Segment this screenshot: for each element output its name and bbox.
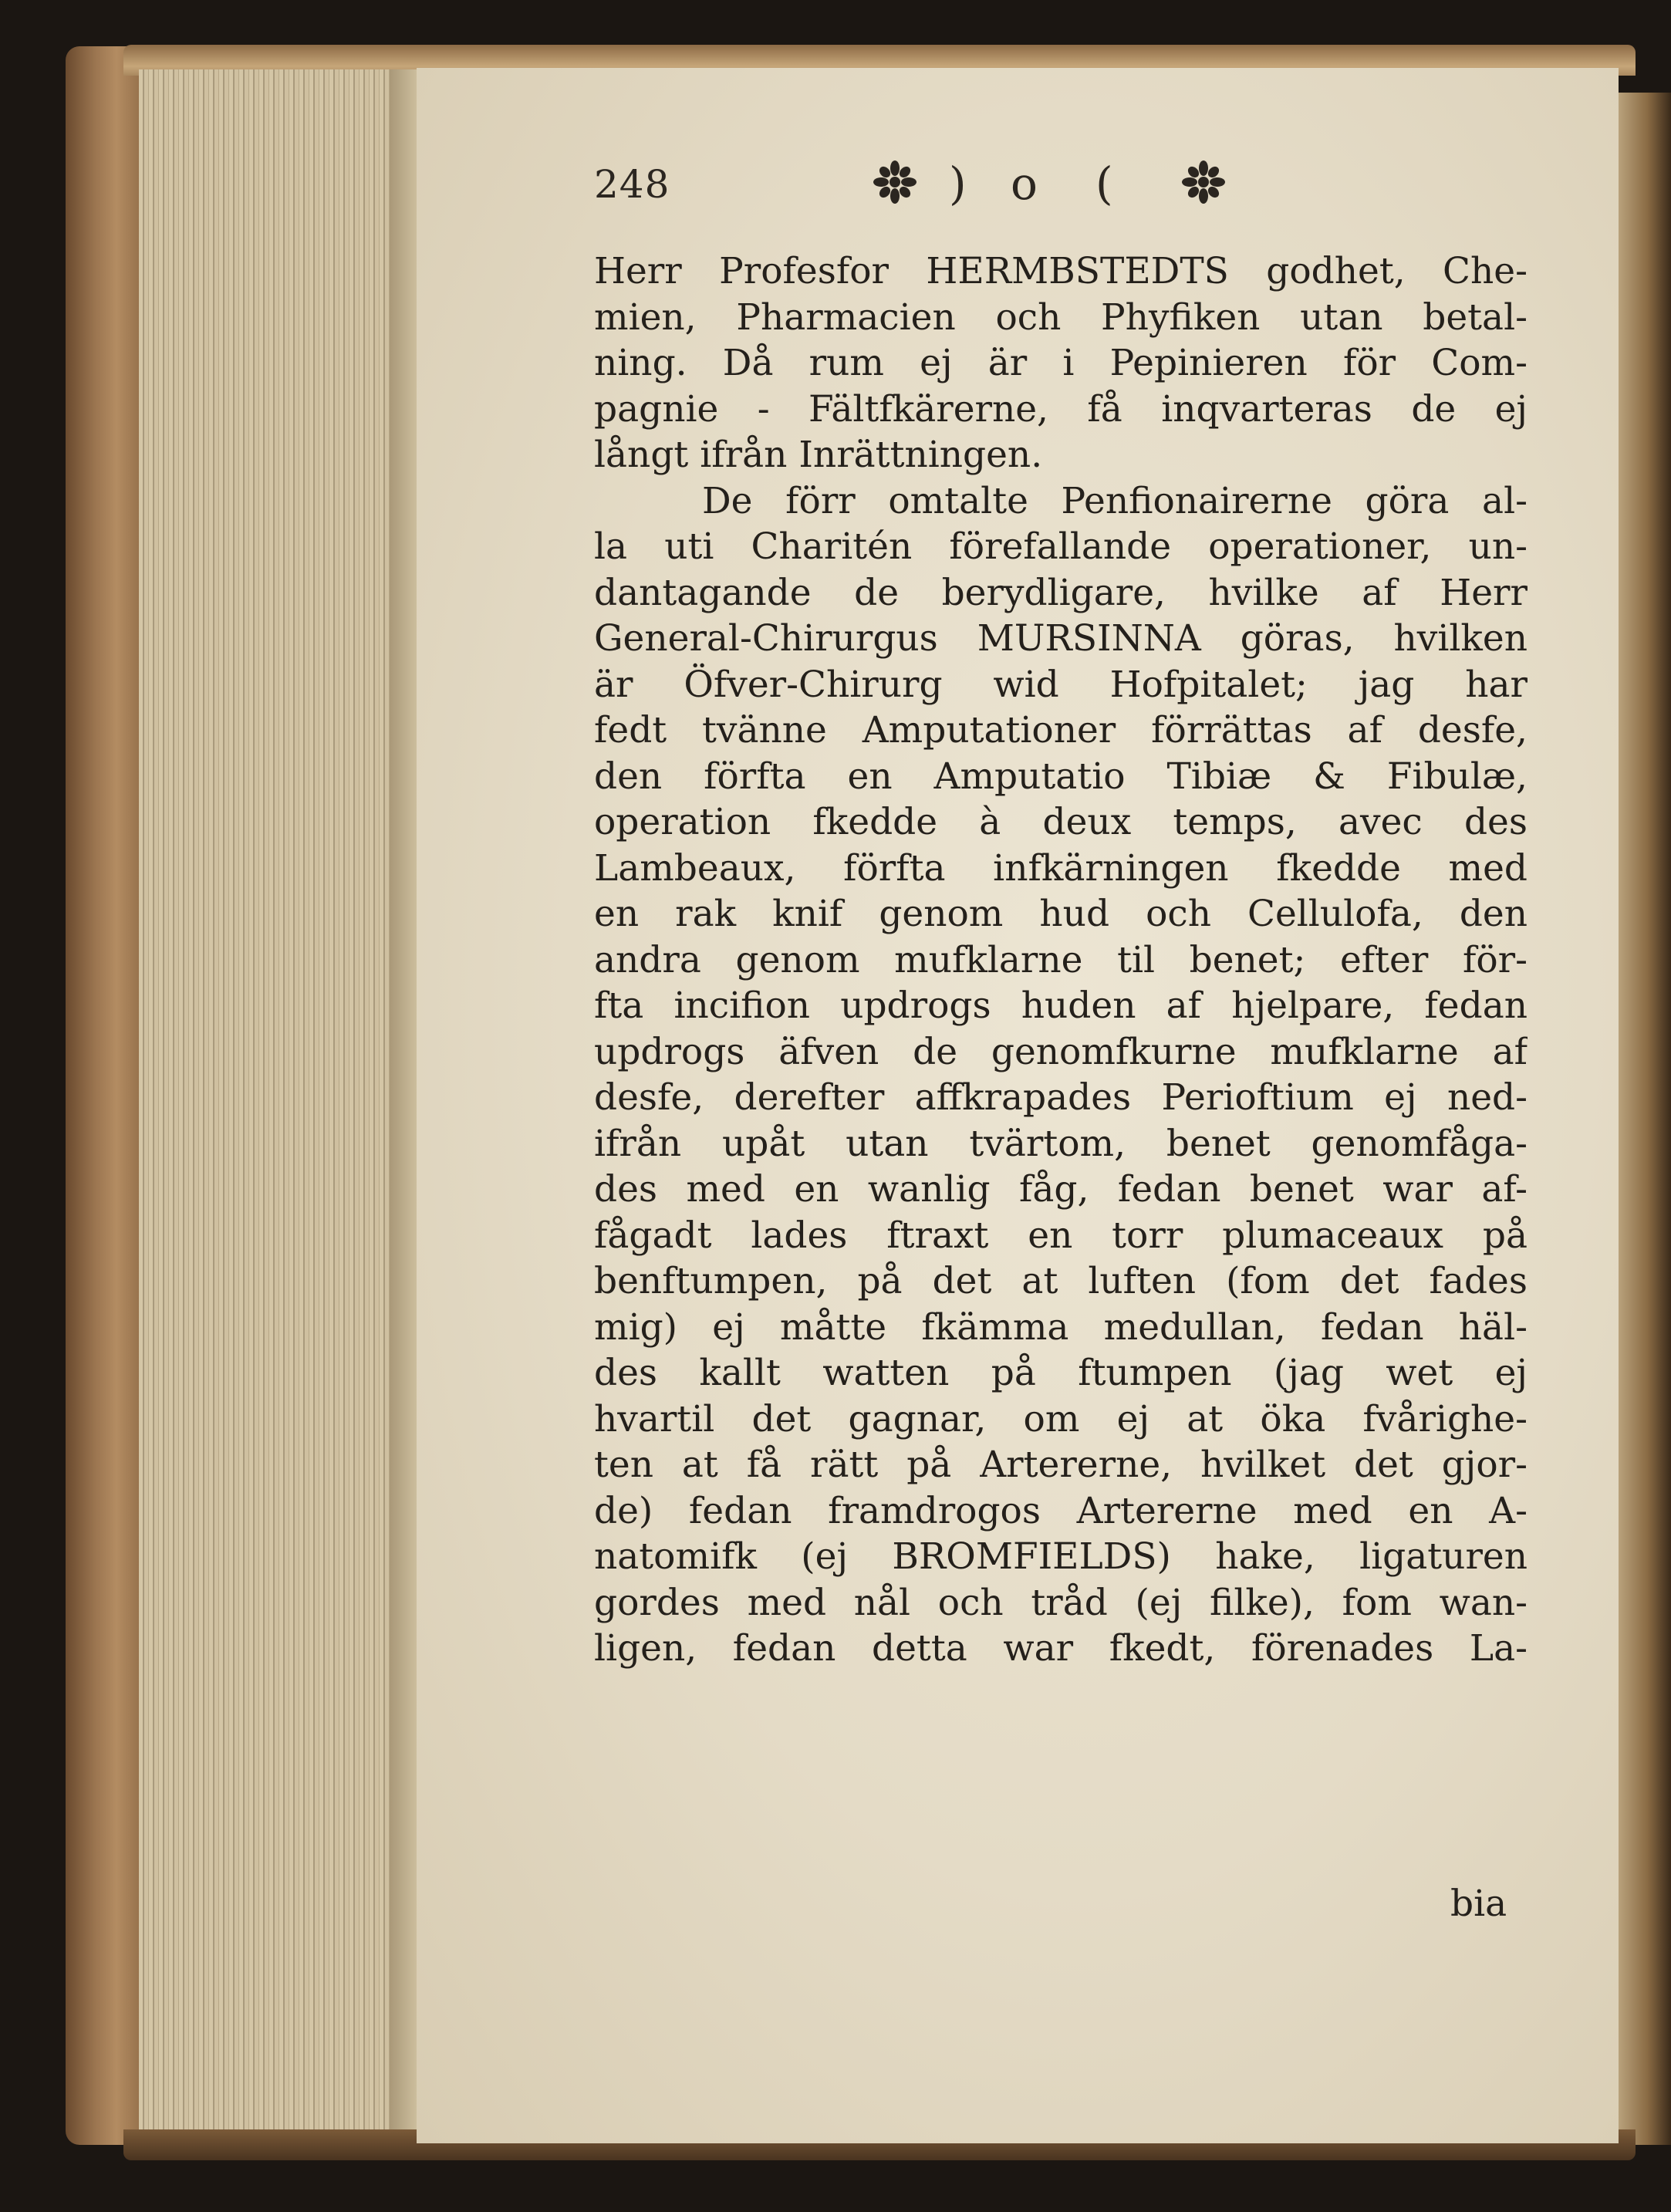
text-line: desfe, derefter affkrapades Perioftium ej ned- xyxy=(594,1076,1528,1119)
catchword: bia xyxy=(1450,1883,1507,1925)
text-line: ning. Då rum ej är i Pepinieren för Com- xyxy=(594,342,1528,384)
text-line: benftumpen, på det at luften (fom det fades xyxy=(594,1260,1528,1302)
text-line: de) fedan framdrogos Artererne med en A- xyxy=(594,1489,1528,1532)
text-line: den förfta en Amputatio Tibiæ & Fibulæ, xyxy=(594,755,1528,798)
page-number: 248 xyxy=(594,162,670,207)
text-line: ligen, fedan detta war fkedt, förenades La- xyxy=(594,1627,1528,1670)
header-bracket-left: ) xyxy=(949,157,967,210)
text-line: natomifk (ej BROMFIELDS) hake, ligaturen xyxy=(594,1535,1528,1578)
floral-ornament-icon xyxy=(1180,159,1227,205)
text-line: långt ifrån Inrättningen. xyxy=(594,434,1043,476)
text-line: fedt tvänne Amputationer förrättas af desfe, xyxy=(594,709,1528,751)
header-bracket-right: ( xyxy=(1095,157,1113,210)
text-line: hvartil det gagnar, om ej at öka fvårighe- xyxy=(594,1397,1528,1440)
text-line: gordes med nål och tråd (ej filke), fom wan- xyxy=(594,1581,1528,1624)
book-cover-left xyxy=(66,46,150,2145)
text-line: operation fkedde à deux temps, avec des xyxy=(594,801,1528,843)
text-line: mien, Pharmacien och Phyfiken utan betal- xyxy=(594,295,1528,339)
header-middle-glyph: o xyxy=(1011,157,1038,210)
book-cover-right xyxy=(1619,93,1671,2145)
text-line: des kallt watten på ftumpen (jag wet ej xyxy=(594,1352,1528,1394)
text-line: la uti Charitén förefallande operationer, un- xyxy=(594,525,1528,568)
text-line: är Öfver-Chirurg wid Hofpitalet; jag har xyxy=(594,663,1528,706)
running-header xyxy=(594,154,1520,224)
text-line: fta incifion updrogs huden af hjelpare, fedan xyxy=(594,984,1528,1027)
text-line: dantagande de berydligare, hvilke af Herr xyxy=(594,571,1528,614)
text-line: mig) ej måtte fkämma medullan, fedan häl- xyxy=(594,1305,1528,1349)
text-line: updrogs äfven de genomfkurne mufklarne af xyxy=(594,1030,1528,1073)
text-line: pagnie - Fältfkärerne, få inqvarteras de ej xyxy=(594,387,1528,431)
text-line: De förr omtalte Penfionairerne göra al- xyxy=(702,479,1528,522)
text-line: des med en wanlig fåg, fedan benet war af- xyxy=(594,1168,1528,1211)
text-line: ten at få rätt på Artererne, hvilket det gjor- xyxy=(594,1444,1528,1486)
text-line: Lambeaux, förfta infkärningen fkedde med xyxy=(594,846,1528,890)
floral-ornament-icon xyxy=(872,159,918,205)
text-line: andra genom mufklarne til benet; efter för- xyxy=(594,938,1528,981)
text-line: ifrån upåt utan tvärtom, benet genomfåga- xyxy=(594,1122,1528,1165)
body-text xyxy=(594,248,1528,1672)
text-line: en rak knif genom hud och Cellulofa, den xyxy=(594,893,1528,935)
text-line: General-Chirurgus MURSINNA göras, hvilken xyxy=(594,617,1528,660)
text-line: Herr Profesfor HERMBSTEDTS godhet, Che- xyxy=(594,250,1528,292)
text-line: fågadt lades ftraxt en torr plumaceaux på xyxy=(594,1214,1528,1257)
page-edges xyxy=(139,69,401,2145)
